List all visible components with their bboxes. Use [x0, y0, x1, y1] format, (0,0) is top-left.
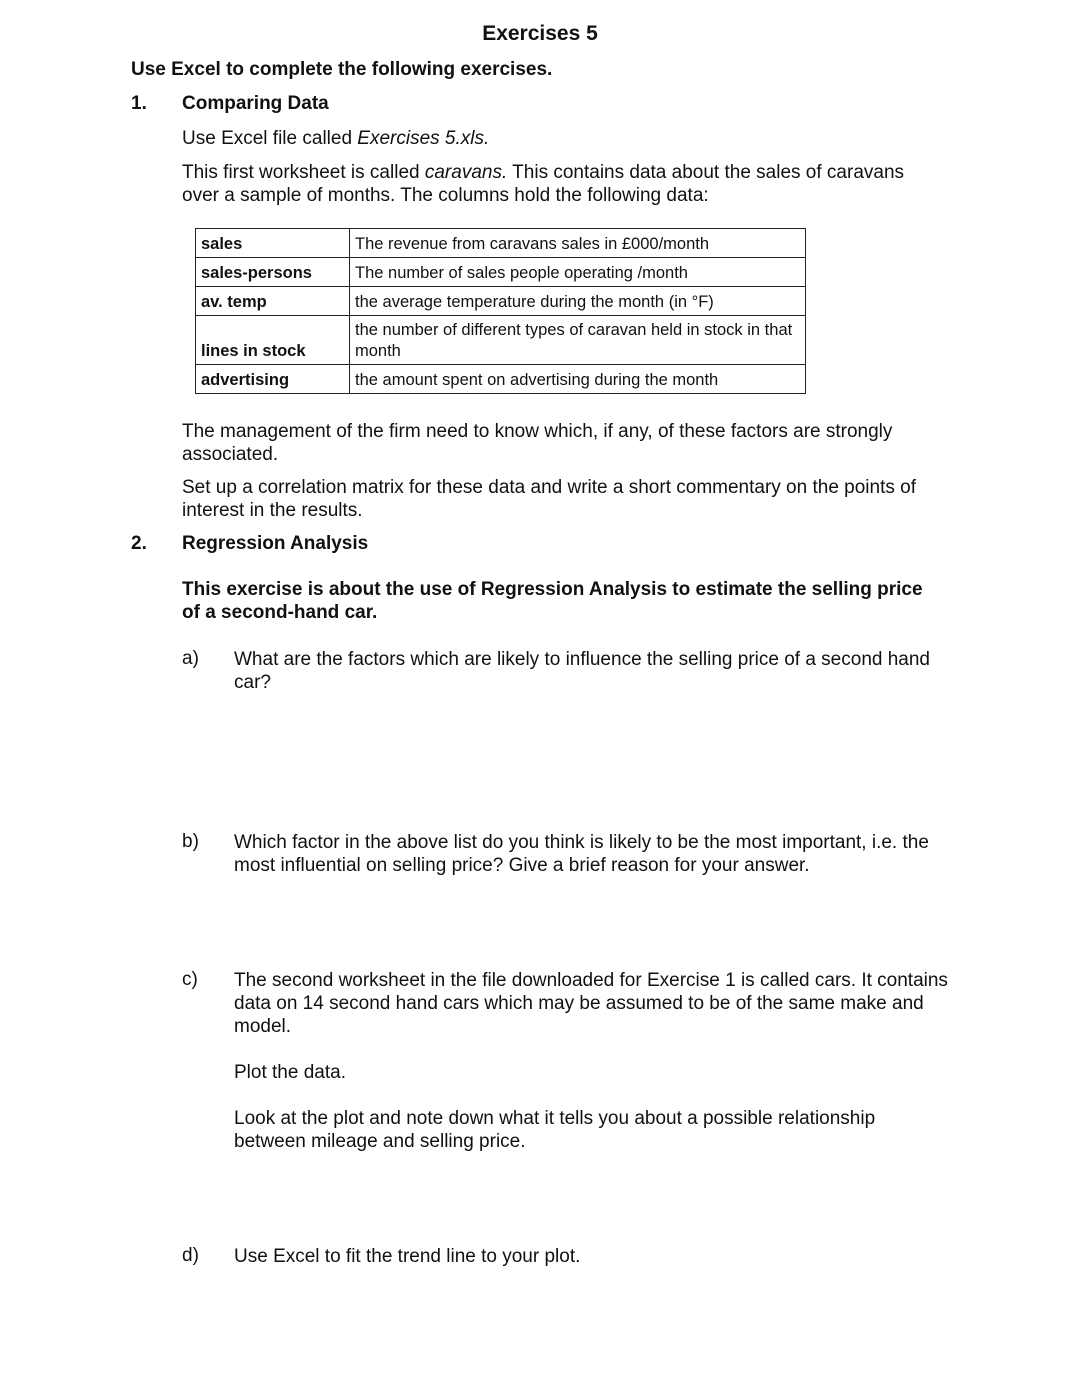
worksheet-rest: This contains data about the sales of caravans [507, 162, 905, 183]
section-1-number: 1. [131, 93, 147, 114]
worksheet-paragraph [182, 161, 962, 207]
table-row [196, 316, 806, 365]
worksheet-prefix: This first worksheet is called [182, 162, 425, 183]
file-name: Exercises 5.xls. [357, 128, 490, 149]
item-a-text: What are the factors which are likely to influence the selling price of a second hand car? [234, 649, 930, 693]
column-name: sales [196, 229, 350, 258]
column-name: sales-persons [196, 258, 350, 287]
item-c-label: c) [182, 969, 198, 990]
page-title: Exercises 5 [482, 22, 598, 45]
table-row [196, 365, 806, 394]
item-c-look: Look at the plot and note down what it tells you about a possible relationship between mileage and selling price. [234, 1108, 876, 1152]
file-line-prefix: Use Excel file called [182, 128, 358, 149]
caravan-columns-table [195, 228, 806, 394]
regression-intro: This exercise is about the use of Regression Analysis to estimate the selling price of a second-hand car. [182, 579, 923, 623]
section-2-number: 2. [131, 533, 147, 554]
worksheet-name: caravans. [424, 162, 508, 183]
column-description: The number of sales people operating /month [350, 258, 806, 287]
management-paragraph: The management of the firm need to know which, if any, of these factors are strongly associated. [182, 421, 893, 465]
column-description: The revenue from caravans sales in £000/month [350, 229, 806, 258]
table-row [196, 258, 806, 287]
column-name: lines in stock [196, 316, 350, 365]
section-1-heading: Comparing Data [182, 93, 329, 114]
file-line [182, 127, 489, 150]
item-c-text: The second worksheet in the file downloaded for Exercise 1 is called cars. It contains data on 14 second hand cars which may be assumed to be of the same make and model. [234, 970, 948, 1037]
table-row [196, 287, 806, 316]
column-description: the number of different types of caravan held in stock in that month [350, 316, 806, 365]
item-a-label: a) [182, 648, 199, 669]
item-b-text: Which factor in the above list do you think is likely to be the most important, i.e. the most influential on selling price? Give a brief reason for your answer. [234, 832, 929, 876]
column-name: av. temp [196, 287, 350, 316]
item-d-text: Use Excel to fit the trend line to your plot. [234, 1246, 581, 1267]
section-2-heading: Regression Analysis [182, 533, 369, 554]
item-d-label: d) [182, 1245, 199, 1266]
column-name: advertising [196, 365, 350, 394]
correlation-paragraph: Set up a correlation matrix for these data and write a short commentary on the points of interest in the results. [182, 477, 916, 521]
column-description: the amount spent on advertising during the month [350, 365, 806, 394]
item-c-plot: Plot the data. [234, 1062, 346, 1083]
column-description: the average temperature during the month (in °F) [350, 287, 806, 316]
item-b-label: b) [182, 831, 199, 852]
worksheet-line-2: over a sample of months. The columns hold the following data: [182, 185, 709, 206]
intro-instruction: Use Excel to complete the following exercises. [131, 59, 553, 80]
table-row [196, 229, 806, 258]
